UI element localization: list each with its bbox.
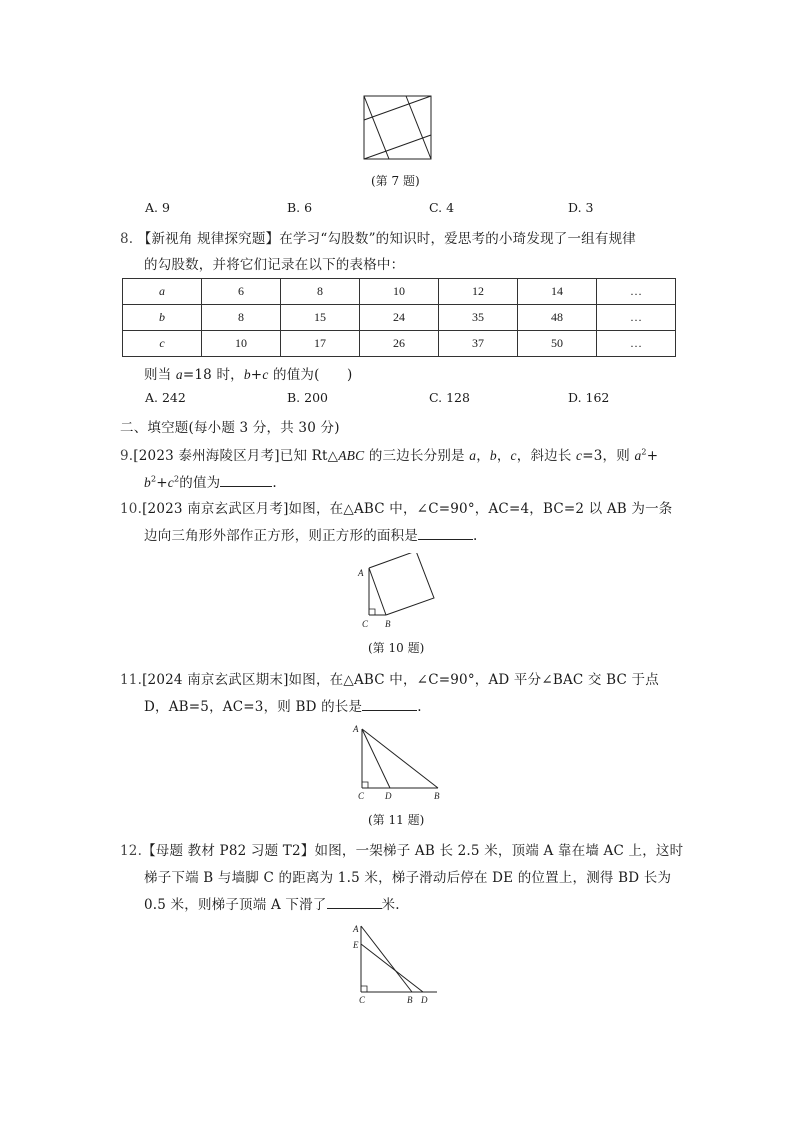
q8-ask-var-a: a xyxy=(175,367,183,382)
q11-number: 11. xyxy=(120,672,143,688)
q8-ask-pre: 则当 xyxy=(144,367,176,383)
q8-tag: 【新视角 规律探究题】 xyxy=(137,231,280,247)
q9-sup-a: 2 xyxy=(641,447,647,457)
table-cell: … xyxy=(597,331,676,357)
q12-text3a: 0.5 米，则梯子顶端 A 下滑了 xyxy=(144,897,327,913)
q8-ask xyxy=(144,363,352,383)
q8-line2: 的勾股数，并将它们记录在以下的表格中： xyxy=(144,257,405,273)
q8-ask-mid: =18 时， xyxy=(182,367,244,383)
q9-var-c: c xyxy=(510,448,517,463)
q12-line1 xyxy=(120,839,683,859)
q9-text-b: 的三边长分别是 xyxy=(364,448,470,464)
table-cell: 50 xyxy=(518,331,597,357)
q8-ask-plus: + xyxy=(250,367,263,383)
q11-period: . xyxy=(417,699,422,715)
answer-blank[interactable] xyxy=(327,896,382,909)
table-row xyxy=(123,279,676,305)
q7-option-c: C. 4 xyxy=(429,200,455,215)
q9-sup-c: 2 xyxy=(173,474,180,484)
section-heading: 二、填空题(每小题 3 分，共 30 分) xyxy=(120,420,340,436)
q9-line1 xyxy=(120,444,658,464)
table-cell: 8 xyxy=(202,305,281,331)
q8-line1 xyxy=(120,227,636,247)
table-cell: 24 xyxy=(360,305,439,331)
q12-line3 xyxy=(144,893,400,913)
q10-label-b: B xyxy=(385,619,391,629)
q10-text1: [2023 南京玄武区月考]如图，在△ABC 中，∠C=90°，AC=4，BC=2 以 AB 为一条 xyxy=(142,501,673,517)
q10-period: . xyxy=(473,528,478,544)
q9-var-c3: c xyxy=(167,475,174,490)
q10-line2 xyxy=(144,524,478,544)
q12-label-c: C xyxy=(359,995,366,1005)
q9-number: 9. xyxy=(120,448,134,464)
table-cell: 8 xyxy=(281,279,360,305)
q9-abc: ABC xyxy=(338,448,365,463)
q12-text1: 【母题 教材 P82 习题 T2】如图，一架梯子 AB 长 2.5 米，顶端 A 靠在墙 AC 上，这时 xyxy=(142,843,684,859)
table-cell: 48 xyxy=(518,305,597,331)
q7-option-d: D. 3 xyxy=(568,200,594,215)
q9-text-a: [2023 泰州海陵区月考]已知 Rt△ xyxy=(133,448,339,464)
table-cell: 12 xyxy=(439,279,518,305)
q7-caption: (第 7 题) xyxy=(371,174,420,188)
q12-label-d: D xyxy=(421,995,428,1005)
q10-label-a: A xyxy=(358,568,364,578)
table-row xyxy=(123,331,676,357)
answer-blank[interactable] xyxy=(220,474,272,487)
answer-blank[interactable] xyxy=(362,698,417,711)
q11-line2 xyxy=(144,695,422,715)
q12-line2: 梯子下端 B 与墙脚 C 的距离为 1.5 米，梯子滑动后停在 DE 的位置上，测得 BD 长为 xyxy=(144,870,672,886)
q11-label-c: C xyxy=(358,791,365,801)
table-cell: 14 xyxy=(518,279,597,305)
q12-label-b: B xyxy=(407,995,413,1005)
table-cell: 37 xyxy=(439,331,518,357)
table-row xyxy=(123,305,676,331)
q10-caption: (第 10 题) xyxy=(368,641,425,655)
table-cell: 10 xyxy=(202,331,281,357)
q9-var-b: b xyxy=(489,448,497,463)
q8-option-b: B. 200 xyxy=(287,390,328,405)
q12-figure xyxy=(345,918,445,1012)
table-cell: … xyxy=(597,279,676,305)
q9-var-b2: b xyxy=(144,475,151,490)
q8-text1: 在学习“勾股数”的知识时，爱思考的小琦发现了一组有规律 xyxy=(279,231,636,247)
q9-plus2: + xyxy=(156,475,168,491)
table-head: b xyxy=(123,305,202,331)
q9-sep1: ， xyxy=(476,448,490,464)
q9-text-e: + xyxy=(646,448,659,464)
q9-text-d: =3，则 xyxy=(582,448,635,464)
table-cell: 10 xyxy=(360,279,439,305)
pythagorean-table xyxy=(122,278,676,357)
q10-number: 10. xyxy=(120,501,143,517)
q9-var-a: a xyxy=(469,448,477,463)
q9-var-c2: c xyxy=(576,448,583,463)
q8-option-d: D. 162 xyxy=(568,390,610,405)
q8-ask-var-b: b xyxy=(243,367,251,382)
q7-figure xyxy=(363,95,433,165)
table-cell: 17 xyxy=(281,331,360,357)
q8-option-a: A. 242 xyxy=(145,390,186,405)
q11-label-b: B xyxy=(434,791,440,801)
q10-text2: 边向三角形外部作正方形，则正方形的面积是 xyxy=(144,528,418,544)
q7-option-b: B. 6 xyxy=(287,200,313,215)
q12-number: 12. xyxy=(120,843,143,859)
table-cell: 26 xyxy=(360,331,439,357)
q9-sup-b: 2 xyxy=(150,474,157,484)
table-head: c xyxy=(123,331,202,357)
q11-line1 xyxy=(120,668,659,688)
q10-figure xyxy=(352,553,444,637)
q11-figure xyxy=(350,720,450,809)
q9-sep2: ， xyxy=(496,448,511,464)
answer-blank[interactable] xyxy=(418,527,473,540)
table-head: a xyxy=(123,279,202,305)
q11-text1: [2024 南京玄武区期末]如图，在△ABC 中，∠C=90°，AD 平分∠BAC 交 BC 于点 xyxy=(142,672,659,688)
table-cell: 6 xyxy=(202,279,281,305)
q12-text3b: 米. xyxy=(381,897,400,913)
table-cell: … xyxy=(597,305,676,331)
q8-number: 8. xyxy=(120,231,134,247)
q11-text2: D，AB=5，AC=3，则 BD 的长是 xyxy=(144,699,363,715)
q10-label-c: C xyxy=(362,619,369,629)
q9-text-end: 的值为 xyxy=(179,475,221,491)
q10-line1 xyxy=(120,497,673,517)
q8-ask-var-c: c xyxy=(262,367,269,382)
q12-label-a: A xyxy=(353,924,359,934)
table-cell: 15 xyxy=(281,305,360,331)
q11-label-a: A xyxy=(353,724,359,734)
q9-line2 xyxy=(144,471,277,491)
q9-period: . xyxy=(272,475,277,491)
q11-caption: (第 11 题) xyxy=(368,813,425,827)
q12-label-e: E xyxy=(353,940,359,950)
table-cell: 35 xyxy=(439,305,518,331)
q8-ask-post: 的值为( ) xyxy=(268,367,353,383)
q9-var-a2: a xyxy=(634,448,642,463)
q8-option-c: C. 128 xyxy=(429,390,470,405)
q11-label-d: D xyxy=(385,791,392,801)
q7-option-a: A. 9 xyxy=(145,200,170,215)
q9-text-c: ，斜边长 xyxy=(516,448,577,464)
